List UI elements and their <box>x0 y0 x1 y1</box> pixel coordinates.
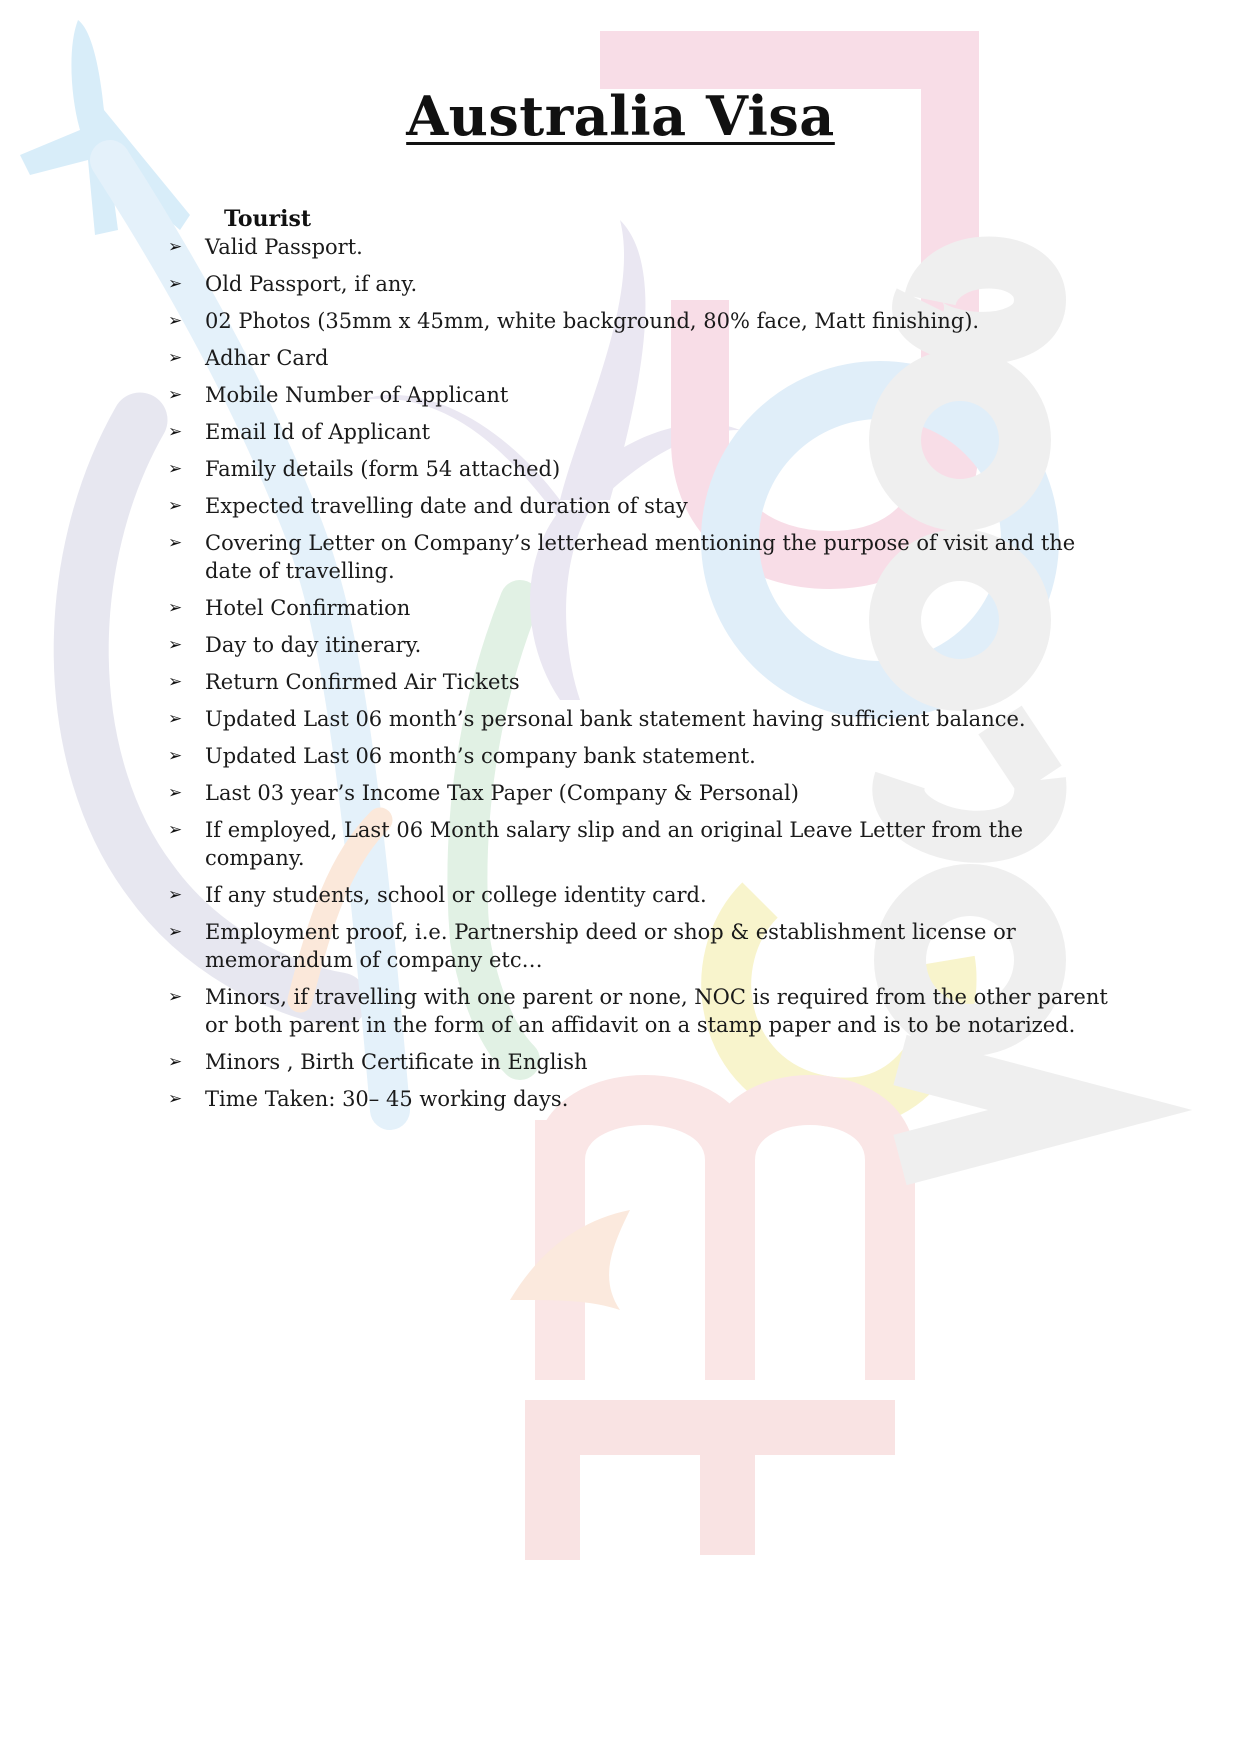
requirement-text: Hotel Confirmation <box>205 596 411 620</box>
arrow-bullet-icon: ➢ <box>168 820 183 840</box>
requirement-text: Email Id of Applicant <box>205 420 431 444</box>
arrow-bullet-icon: ➢ <box>168 274 183 294</box>
page-title-text: Australia Visa <box>406 84 835 148</box>
visa-category-heading: Tourist <box>224 206 312 232</box>
requirement-text: Return Confirmed Air Tickets <box>205 670 520 694</box>
requirement-text: Covering Letter on Company’s letterhead mentioning the purpose of visit and the date of travelling. <box>205 531 1076 583</box>
arrow-bullet-icon: ➢ <box>168 635 183 655</box>
arrow-bullet-icon: ➢ <box>168 783 183 803</box>
list-item <box>168 816 1128 872</box>
requirement-text: If employed, Last 06 Month salary slip and an original Leave Letter from the company. <box>205 818 1024 870</box>
arrow-bullet-icon: ➢ <box>168 746 183 766</box>
requirement-text: Old Passport, if any. <box>205 272 418 296</box>
requirements-list <box>168 233 1128 1122</box>
requirement-text: Expected travelling date and duration of stay <box>205 494 688 518</box>
arrow-bullet-icon: ➢ <box>168 598 183 618</box>
arrow-bullet-icon: ➢ <box>168 459 183 479</box>
requirement-text: Mobile Number of Applicant <box>205 383 509 407</box>
requirement-text: Time Taken: 30– 45 working days. <box>205 1087 569 1111</box>
arrow-bullet-icon: ➢ <box>168 533 183 553</box>
requirement-text: 02 Photos (35mm x 45mm, white background, 80% face, Matt finishing). <box>205 309 980 333</box>
list-item <box>168 307 1128 335</box>
list-item <box>168 270 1128 298</box>
list-item <box>168 705 1128 733</box>
list-item <box>168 983 1128 1039</box>
list-item <box>168 233 1128 261</box>
arrow-bullet-icon: ➢ <box>168 922 183 942</box>
list-item <box>168 1048 1128 1076</box>
arrow-bullet-icon: ➢ <box>168 422 183 442</box>
arrow-bullet-icon: ➢ <box>168 237 183 257</box>
requirement-text: Family details (form 54 attached) <box>205 457 561 481</box>
letter-e-red-top <box>525 1400 895 1455</box>
requirement-text: Updated Last 06 month’s personal bank statement having sufficient balance. <box>205 707 1026 731</box>
letter-e-red-mid <box>700 1455 755 1555</box>
list-item <box>168 529 1128 585</box>
requirement-text: Valid Passport. <box>205 235 363 259</box>
requirement-text: Minors, if travelling with one parent or none, NOC is required from the other parent or both parent in the form of an affidavit on a stamp paper and is to be notarized. <box>205 985 1108 1037</box>
arrow-bullet-icon: ➢ <box>168 385 183 405</box>
requirement-text: Updated Last 06 month’s company bank statement. <box>205 744 756 768</box>
arrow-bullet-icon: ➢ <box>168 709 183 729</box>
list-item <box>168 344 1128 372</box>
list-item <box>168 631 1128 659</box>
list-item <box>168 381 1128 409</box>
arrow-bullet-icon: ➢ <box>168 311 183 331</box>
list-item <box>168 455 1128 483</box>
arrow-bullet-icon: ➢ <box>168 672 183 692</box>
requirement-text: Day to day itinerary. <box>205 633 422 657</box>
list-item <box>168 742 1128 770</box>
list-item <box>168 918 1128 974</box>
page-title <box>0 84 1241 148</box>
arrow-bullet-icon: ➢ <box>168 885 183 905</box>
arrow-bullet-icon: ➢ <box>168 1052 183 1072</box>
requirement-text: If any students, school or college identity card. <box>205 883 707 907</box>
list-item <box>168 881 1128 909</box>
list-item <box>168 779 1128 807</box>
arrow-bullet-icon: ➢ <box>168 1089 183 1109</box>
arrow-bullet-icon: ➢ <box>168 348 183 368</box>
list-item <box>168 594 1128 622</box>
list-item <box>168 492 1128 520</box>
arrow-bullet-icon: ➢ <box>168 496 183 516</box>
requirement-text: Employment proof, i.e. Partnership deed or shop & establishment license or memorandum of company etc… <box>205 920 1016 972</box>
arrow-bullet-icon: ➢ <box>168 987 183 1007</box>
requirement-text: Minors , Birth Certificate in English <box>205 1050 588 1074</box>
list-item <box>168 1085 1128 1113</box>
requirement-text: Last 03 year’s Income Tax Paper (Company & Personal) <box>205 781 799 805</box>
requirement-text: Adhar Card <box>205 346 329 370</box>
list-item <box>168 668 1128 696</box>
list-item <box>168 418 1128 446</box>
